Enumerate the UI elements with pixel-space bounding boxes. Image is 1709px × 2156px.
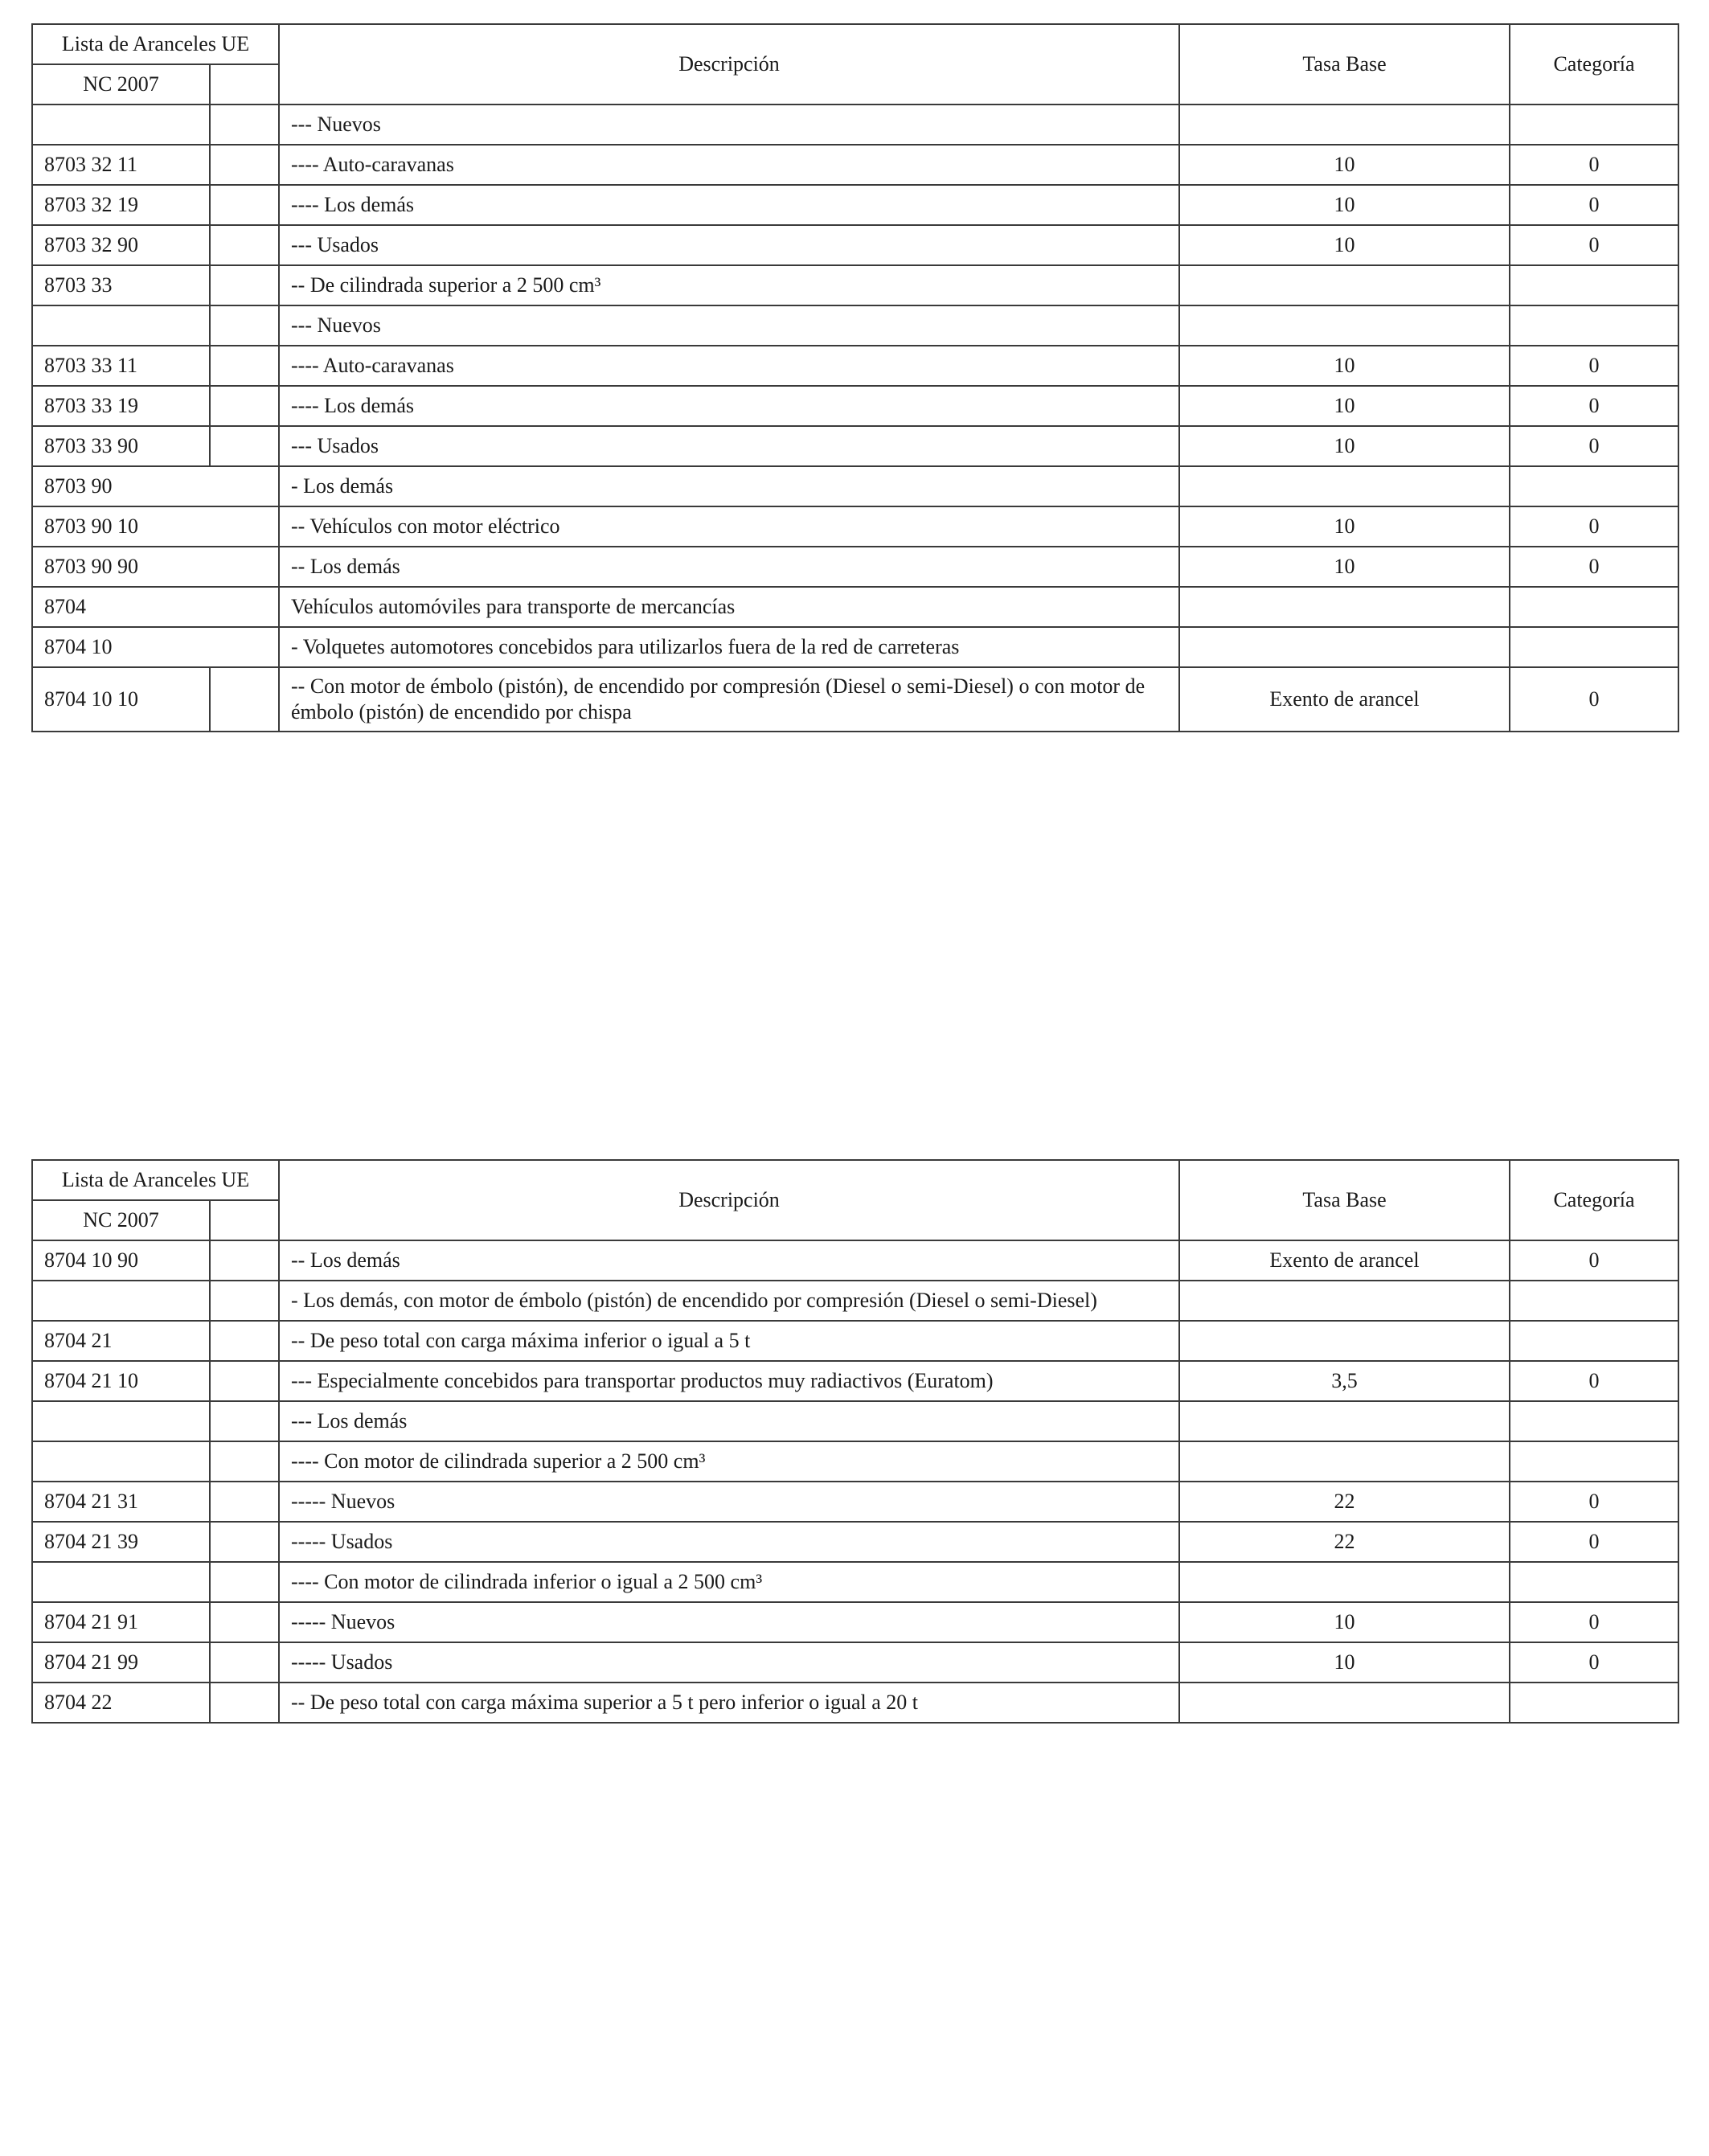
category: 0 [1510,1240,1678,1281]
cn-code: 8704 21 31 [32,1482,210,1522]
empty-cell [210,1281,279,1321]
empty-cell [210,305,279,346]
description: ----- Nuevos [279,1482,1179,1522]
category: 0 [1510,426,1678,466]
cn-code: 8703 33 [32,265,210,305]
base-rate [1179,1281,1510,1321]
table-row [32,1401,1678,1441]
empty-cell [210,265,279,305]
category [1510,265,1678,305]
header-categoria: Categoría [1510,24,1678,105]
cn-code: 8703 33 11 [32,346,210,386]
base-rate: 10 [1179,547,1510,587]
header-row [32,24,1678,64]
empty-cell [210,346,279,386]
tariff-table-1 [31,23,1679,732]
category [1510,305,1678,346]
cn-code: 8703 32 19 [32,185,210,225]
table-row [32,145,1678,185]
header-lista-aranceles: Lista de Aranceles UE [32,1160,279,1200]
base-rate: 10 [1179,426,1510,466]
header-tasa-base: Tasa Base [1179,24,1510,105]
cn-code: 8704 21 10 [32,1361,210,1401]
category [1510,1441,1678,1482]
table-row [32,105,1678,145]
category: 0 [1510,1642,1678,1683]
category: 0 [1510,185,1678,225]
cn-code: 8703 33 19 [32,386,210,426]
table-row [32,667,1678,732]
cn-code [32,305,210,346]
cn-code [32,1441,210,1482]
base-rate: 10 [1179,386,1510,426]
header-categoria: Categoría [1510,1160,1678,1240]
base-rate: 10 [1179,1602,1510,1642]
cn-code [32,105,210,145]
cn-code [32,1281,210,1321]
cn-code: 8704 22 [32,1683,210,1723]
cn-code: 8703 33 90 [32,426,210,466]
empty-cell [210,386,279,426]
header-descripcion: Descripción [279,24,1179,105]
table-row [32,547,1678,587]
base-rate: 22 [1179,1482,1510,1522]
description: ---- Auto-caravanas [279,346,1179,386]
empty-cell [210,1401,279,1441]
header-empty-cell [210,64,279,105]
category: 0 [1510,547,1678,587]
description: ----- Nuevos [279,1602,1179,1642]
category: 0 [1510,386,1678,426]
table-row [32,386,1678,426]
base-rate: 10 [1179,506,1510,547]
description: ----- Usados [279,1522,1179,1562]
category: 0 [1510,145,1678,185]
description: ---- Los demás [279,386,1179,426]
table-row [32,1522,1678,1562]
table-row [32,466,1678,506]
header-descripcion: Descripción [279,1160,1179,1240]
base-rate [1179,1321,1510,1361]
table-row [32,1482,1678,1522]
empty-cell [210,1602,279,1642]
description: ---- Los demás [279,185,1179,225]
base-rate: 10 [1179,346,1510,386]
description: --- Nuevos [279,305,1179,346]
description: ----- Usados [279,1642,1179,1683]
empty-cell [210,1441,279,1482]
description: -- Los demás [279,547,1179,587]
table-row [32,587,1678,627]
header-nc-2007: NC 2007 [32,64,210,105]
cn-code: 8704 10 90 [32,1240,210,1281]
tariff-table-2 [31,1159,1679,1724]
empty-cell [210,1240,279,1281]
table-row [32,346,1678,386]
table-row [32,185,1678,225]
base-rate: 10 [1179,1642,1510,1683]
category: 0 [1510,1361,1678,1401]
base-rate [1179,305,1510,346]
category [1510,1321,1678,1361]
table-row [32,1321,1678,1361]
cn-code: 8704 10 10 [32,667,210,732]
base-rate [1179,1683,1510,1723]
empty-cell [210,225,279,265]
category: 0 [1510,667,1678,732]
table-row [32,426,1678,466]
table-row [32,1240,1678,1281]
base-rate [1179,466,1510,506]
category [1510,105,1678,145]
cn-code: 8704 21 39 [32,1522,210,1562]
description: -- Los demás [279,1240,1179,1281]
cn-code: 8704 21 [32,1321,210,1361]
description: ---- Con motor de cilindrada inferior o igual a 2 500 cm³ [279,1562,1179,1602]
base-rate [1179,1441,1510,1482]
description: --- Los demás [279,1401,1179,1441]
table-row [32,1602,1678,1642]
description: --- Usados [279,225,1179,265]
header-row [32,1160,1678,1200]
cn-code: 8703 90 [32,466,279,506]
table-row [32,225,1678,265]
empty-cell [210,145,279,185]
description: - Los demás, con motor de émbolo (pistón) de encendido por compresión (Diesel o semi-Diesel) [279,1281,1179,1321]
cn-code: 8703 32 11 [32,145,210,185]
base-rate: 10 [1179,225,1510,265]
empty-cell [210,1321,279,1361]
category: 0 [1510,1602,1678,1642]
cn-code: 8703 90 10 [32,506,279,547]
category: 0 [1510,225,1678,265]
category [1510,1401,1678,1441]
base-rate [1179,587,1510,627]
table-row [32,1562,1678,1602]
header-tasa-base: Tasa Base [1179,1160,1510,1240]
base-rate: 22 [1179,1522,1510,1562]
table-row [32,1361,1678,1401]
description: -- Vehículos con motor eléctrico [279,506,1179,547]
category: 0 [1510,506,1678,547]
empty-cell [210,667,279,732]
category [1510,466,1678,506]
description: - Los demás [279,466,1179,506]
description: -- De cilindrada superior a 2 500 cm³ [279,265,1179,305]
description: -- De peso total con carga máxima inferior o igual a 5 t [279,1321,1179,1361]
description: --- Nuevos [279,105,1179,145]
table-row [32,1683,1678,1723]
category [1510,1281,1678,1321]
base-rate: 10 [1179,185,1510,225]
description: - Volquetes automotores concebidos para utilizarlos fuera de la red de carreteras [279,627,1179,667]
base-rate [1179,627,1510,667]
description: ---- Auto-caravanas [279,145,1179,185]
category [1510,627,1678,667]
base-rate: Exento de arancel [1179,667,1510,732]
empty-cell [210,1562,279,1602]
description: -- Con motor de émbolo (pistón), de encendido por compresión (Diesel o semi-Diesel) o con motor de émbolo (pistón) de encendido por chispa [279,667,1179,732]
table-row [32,265,1678,305]
base-rate [1179,1401,1510,1441]
base-rate [1179,105,1510,145]
category: 0 [1510,1522,1678,1562]
table-row [32,1281,1678,1321]
cn-code: 8703 32 90 [32,225,210,265]
description: Vehículos automóviles para transporte de mercancías [279,587,1179,627]
base-rate [1179,265,1510,305]
category: 0 [1510,346,1678,386]
cn-code: 8704 [32,587,279,627]
empty-cell [210,1522,279,1562]
empty-cell [210,426,279,466]
description: --- Especialmente concebidos para transportar productos muy radiactivos (Euratom) [279,1361,1179,1401]
cn-code: 8704 21 91 [32,1602,210,1642]
empty-cell [210,105,279,145]
empty-cell [210,1683,279,1723]
table-row [32,1441,1678,1482]
cn-code: 8703 90 90 [32,547,279,587]
base-rate: Exento de arancel [1179,1240,1510,1281]
empty-cell [210,1482,279,1522]
cn-code [32,1401,210,1441]
table-row [32,506,1678,547]
category [1510,1562,1678,1602]
description: ---- Con motor de cilindrada superior a 2 500 cm³ [279,1441,1179,1482]
base-rate: 10 [1179,145,1510,185]
cn-code [32,1562,210,1602]
empty-cell [210,185,279,225]
description: --- Usados [279,426,1179,466]
empty-cell [210,1642,279,1683]
header-empty-cell [210,1200,279,1240]
description: -- De peso total con carga máxima superior a 5 t pero inferior o igual a 20 t [279,1683,1179,1723]
cn-code: 8704 10 [32,627,279,667]
base-rate [1179,1562,1510,1602]
cn-code: 8704 21 99 [32,1642,210,1683]
category [1510,587,1678,627]
header-lista-aranceles: Lista de Aranceles UE [32,24,279,64]
header-nc-2007: NC 2007 [32,1200,210,1240]
table-row [32,305,1678,346]
base-rate: 3,5 [1179,1361,1510,1401]
category [1510,1683,1678,1723]
category: 0 [1510,1482,1678,1522]
table-row [32,627,1678,667]
empty-cell [210,1361,279,1401]
table-row [32,1642,1678,1683]
